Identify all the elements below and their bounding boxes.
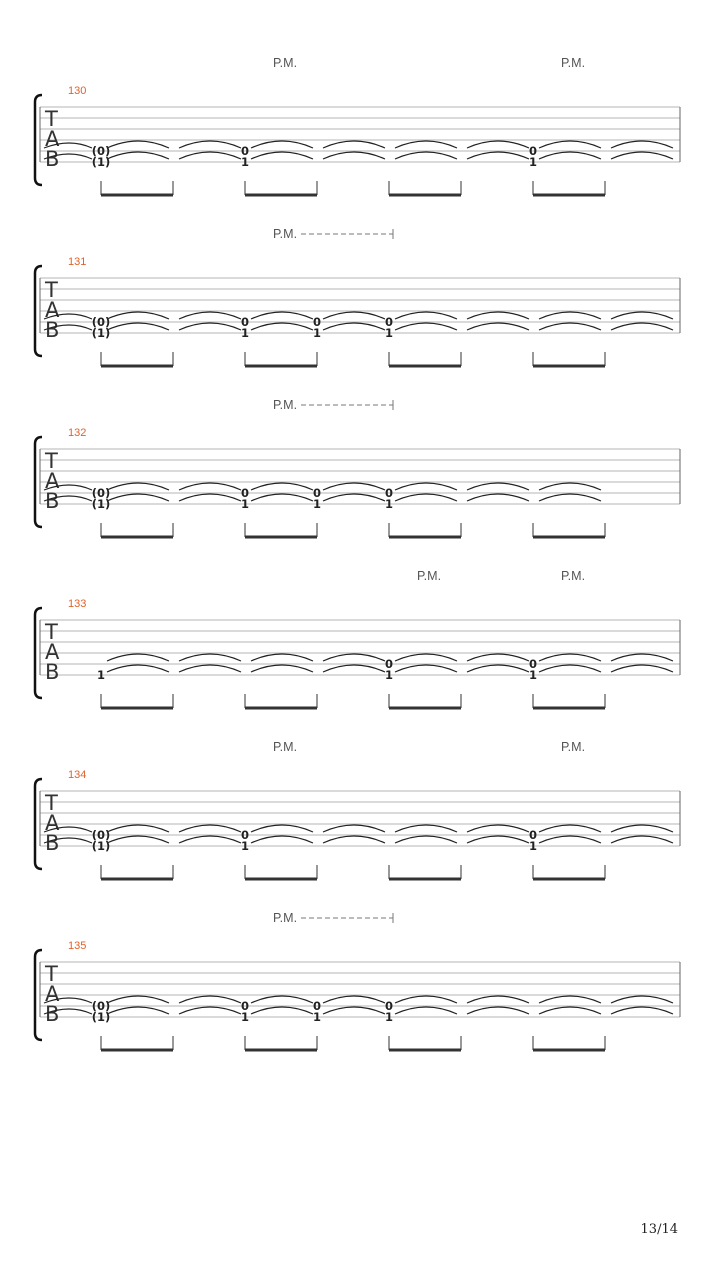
tie-arc <box>251 825 313 832</box>
measure-number: 132 <box>68 427 87 439</box>
fret-number: (0) <box>91 144 111 158</box>
fret-number: 1 <box>384 668 394 682</box>
tab-clef-letter: A <box>45 811 60 835</box>
fret-number: 1 <box>528 839 538 853</box>
staff-svg <box>0 392 720 563</box>
tie-arc <box>107 323 169 330</box>
tie-arc <box>395 312 457 319</box>
tie-arc <box>467 654 529 661</box>
fret-number: (1) <box>91 497 111 511</box>
staff-svg <box>0 221 720 392</box>
tab-clef-letter: T <box>45 791 58 815</box>
tab-clef-letter: T <box>45 107 58 131</box>
tie-arc <box>611 312 673 319</box>
tie-arc <box>179 312 241 319</box>
fret-number: 1 <box>384 497 394 511</box>
fret-number: 1 <box>528 668 538 682</box>
tab-clef-letter: A <box>45 640 60 664</box>
fret-number: 0 <box>312 999 322 1013</box>
tie-arc <box>611 1007 673 1014</box>
tie-arc <box>179 825 241 832</box>
tab-clef-letter: A <box>45 127 60 151</box>
tie-arc <box>323 312 385 319</box>
tie-arc <box>323 996 385 1003</box>
tie-arc <box>107 152 169 159</box>
tie-arc <box>611 665 673 672</box>
tie-arc <box>395 665 457 672</box>
fret-number: (1) <box>91 1010 111 1024</box>
staff-svg <box>0 50 720 221</box>
fret-number: 0 <box>384 315 394 329</box>
tie-arc <box>179 483 241 490</box>
palm-mute-label: P.M. <box>560 56 586 70</box>
fret-number: 1 <box>528 155 538 169</box>
fret-number: 0 <box>384 999 394 1013</box>
tie-arc <box>395 494 457 501</box>
tab-clef-letter: B <box>45 660 60 684</box>
tie-arc <box>395 483 457 490</box>
tab-clef-letter: B <box>45 1002 60 1026</box>
tie-arc <box>611 141 673 148</box>
tie-arc <box>467 665 529 672</box>
measure-number: 130 <box>68 85 87 97</box>
tie-arc <box>467 483 529 490</box>
palm-mute-label: P.M. <box>272 56 298 70</box>
tie-arc <box>467 141 529 148</box>
fret-number: 1 <box>240 839 250 853</box>
tie-arc <box>179 141 241 148</box>
tie-arc <box>539 312 601 319</box>
measure-number: 134 <box>68 769 87 781</box>
tie-arc <box>251 996 313 1003</box>
tie-arc <box>395 654 457 661</box>
tab-clef-letter: T <box>45 962 58 986</box>
tie-arc <box>107 836 169 843</box>
fret-number: 0 <box>312 315 322 329</box>
tie-arc <box>395 1007 457 1014</box>
tie-arc <box>539 323 601 330</box>
tie-arc <box>467 312 529 319</box>
fret-number: 0 <box>240 144 250 158</box>
fret-number: (0) <box>91 315 111 329</box>
tie-arc <box>323 323 385 330</box>
tie-arc <box>467 1007 529 1014</box>
fret-number: 0 <box>240 999 250 1013</box>
tie-arc <box>395 836 457 843</box>
tie-arc <box>323 141 385 148</box>
palm-mute-label: P.M. <box>272 911 298 925</box>
palm-mute-label: P.M. <box>560 740 586 754</box>
palm-mute-label: P.M. <box>272 398 298 412</box>
tab-clef-letter: B <box>45 489 60 513</box>
tab-clef-letter: A <box>45 469 60 493</box>
tie-arc <box>179 996 241 1003</box>
tie-arc <box>251 1007 313 1014</box>
tab-system-131 <box>0 221 720 392</box>
tie-arc <box>467 825 529 832</box>
tie-arc <box>395 996 457 1003</box>
measure-number: 135 <box>68 940 87 952</box>
tie-arc <box>251 152 313 159</box>
tie-arc <box>179 836 241 843</box>
tie-arc <box>251 483 313 490</box>
tie-arc <box>179 654 241 661</box>
tie-arc <box>323 665 385 672</box>
tie-arc <box>107 665 169 672</box>
fret-number: 1 <box>240 497 250 511</box>
tie-arc <box>539 494 601 501</box>
tie-arc <box>107 654 169 661</box>
tie-arc <box>539 825 601 832</box>
tie-arc <box>395 152 457 159</box>
fret-number: 1 <box>312 326 322 340</box>
tie-arc <box>539 483 601 490</box>
tab-system-130 <box>0 50 720 221</box>
tab-clef-letter: T <box>45 449 58 473</box>
fret-number: (0) <box>91 999 111 1013</box>
tie-arc <box>107 1007 169 1014</box>
fret-number: 1 <box>384 1010 394 1024</box>
tie-arc <box>323 1007 385 1014</box>
fret-number: 0 <box>528 144 538 158</box>
fret-number: 0 <box>240 486 250 500</box>
tie-arc <box>611 323 673 330</box>
tie-arc <box>395 141 457 148</box>
fret-number: 1 <box>384 326 394 340</box>
tie-arc <box>611 996 673 1003</box>
tie-arc <box>539 152 601 159</box>
tie-arc <box>539 1007 601 1014</box>
fret-number: (0) <box>91 486 111 500</box>
tab-clef-letter: B <box>45 318 60 342</box>
tie-arc <box>179 323 241 330</box>
page-number: 13/14 <box>640 1222 678 1237</box>
tie-arc <box>251 836 313 843</box>
tab-clef-letter: B <box>45 831 60 855</box>
tie-arc <box>323 483 385 490</box>
tie-arc <box>467 323 529 330</box>
tie-arc <box>467 996 529 1003</box>
fret-number: 0 <box>240 315 250 329</box>
tie-arc <box>179 152 241 159</box>
fret-number: (0) <box>91 828 111 842</box>
palm-mute-label: P.M. <box>272 227 298 241</box>
fret-number: 0 <box>384 657 394 671</box>
tie-arc <box>611 836 673 843</box>
tab-clef-letter: B <box>45 147 60 171</box>
tie-arc <box>467 836 529 843</box>
fret-number: 0 <box>384 486 394 500</box>
tie-arc <box>323 152 385 159</box>
tie-arc <box>251 494 313 501</box>
tie-arc <box>395 825 457 832</box>
staff-svg <box>0 905 720 1076</box>
tie-arc <box>539 141 601 148</box>
tie-arc <box>179 1007 241 1014</box>
tie-arc <box>107 494 169 501</box>
tie-arc <box>611 825 673 832</box>
tab-clef-letter: A <box>45 298 60 322</box>
tie-arc <box>107 996 169 1003</box>
fret-number: (1) <box>91 155 111 169</box>
fret-number: 0 <box>240 828 250 842</box>
measure-number: 131 <box>68 256 87 268</box>
tie-arc <box>107 825 169 832</box>
tab-system-132 <box>0 392 720 563</box>
staff-svg <box>0 563 720 734</box>
fret-number: 0 <box>312 486 322 500</box>
fret-number: 1 <box>96 668 106 682</box>
tie-arc <box>179 494 241 501</box>
tie-arc <box>323 836 385 843</box>
fret-number: 1 <box>240 1010 250 1024</box>
tie-arc <box>323 654 385 661</box>
measure-number: 133 <box>68 598 87 610</box>
tie-arc <box>539 654 601 661</box>
tie-arc <box>251 654 313 661</box>
tab-clef-letter: T <box>45 278 58 302</box>
palm-mute-label: P.M. <box>272 740 298 754</box>
tie-arc <box>323 494 385 501</box>
tie-arc <box>251 141 313 148</box>
tab-clef-letter: A <box>45 982 60 1006</box>
fret-number: 0 <box>528 828 538 842</box>
tie-arc <box>107 312 169 319</box>
palm-mute-label: P.M. <box>560 569 586 583</box>
tie-arc <box>107 141 169 148</box>
tab-system-133 <box>0 563 720 734</box>
tie-arc <box>323 825 385 832</box>
tie-arc <box>251 665 313 672</box>
fret-number: 1 <box>312 497 322 511</box>
tab-system-134 <box>0 734 720 905</box>
tie-arc <box>395 323 457 330</box>
tie-arc <box>467 494 529 501</box>
tab-clef-letter: T <box>45 620 58 644</box>
tab-system-135 <box>0 905 720 1076</box>
tie-arc <box>251 312 313 319</box>
tie-arc <box>467 152 529 159</box>
fret-number: (1) <box>91 326 111 340</box>
fret-number: 0 <box>528 657 538 671</box>
fret-number: 1 <box>240 326 250 340</box>
fret-number: 1 <box>312 1010 322 1024</box>
fret-number: 1 <box>240 155 250 169</box>
tie-arc <box>539 836 601 843</box>
tie-arc <box>611 654 673 661</box>
tie-arc <box>179 665 241 672</box>
tie-arc <box>539 665 601 672</box>
staff-svg <box>0 734 720 905</box>
tie-arc <box>539 996 601 1003</box>
fret-number: (1) <box>91 839 111 853</box>
tie-arc <box>107 483 169 490</box>
palm-mute-label: P.M. <box>416 569 442 583</box>
tie-arc <box>611 152 673 159</box>
tie-arc <box>251 323 313 330</box>
